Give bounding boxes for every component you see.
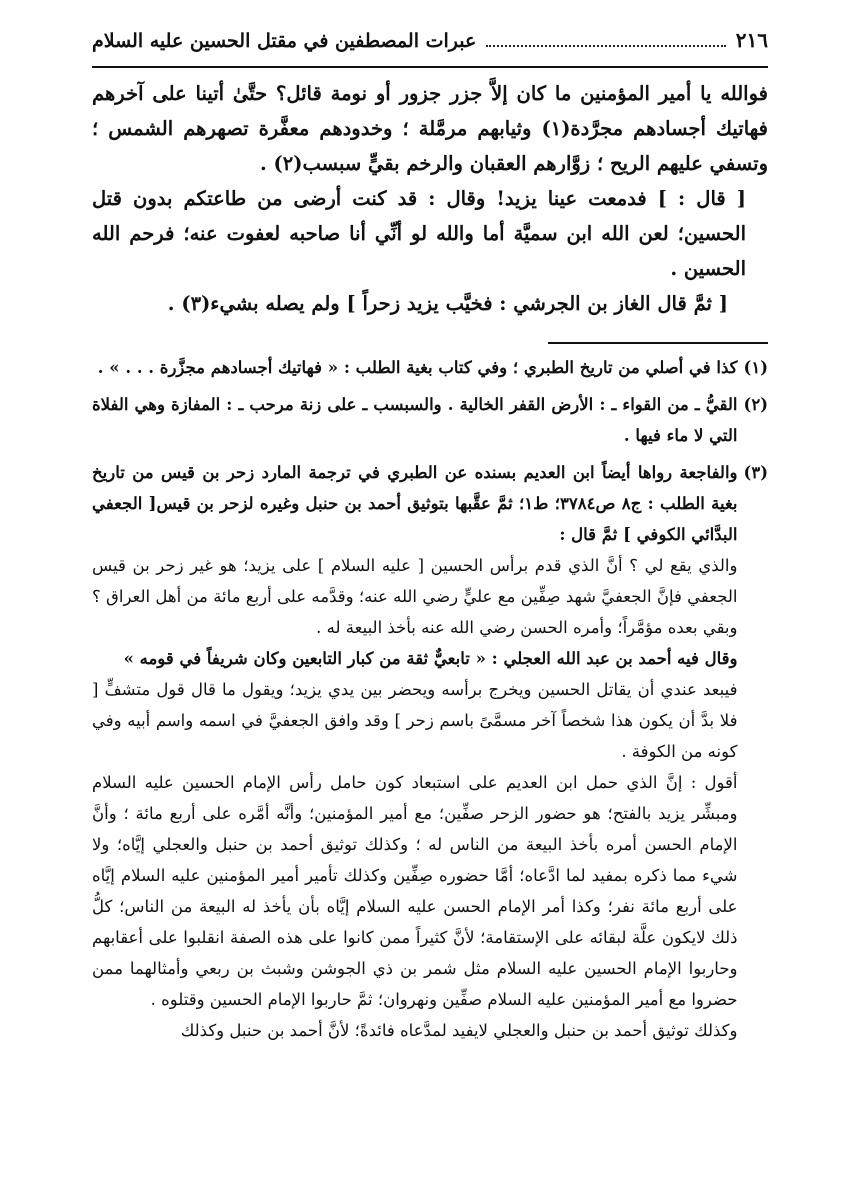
footnote-1-mark: (١) [743,358,768,377]
footnote-separator [548,342,768,344]
footnote-3-paragraph-6: وكذلك توثيق أحمد بن حنبل والعجلي لايفيد لمدَّعاه فائدةً؛ لأنَّ أحمد بن حنبل وكذلك [180,1021,738,1040]
main-paragraph-3: [ ثمَّ قال الغاز بن الجرشي : فخيَّب يزيد زحراً ] ولم يصله بشيء(٣) . [167,292,728,315]
footnote-1-text: كذا في أصلي من تاريخ الطبري ؛ وفي كتاب بغية الطلب : « فهاتيك أجسادهم مجزَّرة . . . » . [97,358,738,377]
book-title: عبرات المصطفين في مقتل الحسين عليه السلام [92,30,477,52]
page-number: ٢١٦ [735,28,768,52]
footnote-3-paragraph-5: أقول : إنَّ الذي حمل ابن العديم على استبعاد كون حامل رأس الإمام الحسين عليه السلام ومبشِّر يزيد بالفتح؛ هو حضور الزحر صفِّين؛ مع أمير المؤمنين؛ وأنَّه أمَّره على أربع مائة ؛ وأنَّ الإمام الحسن أمره بأخذ البيعة من الناس له ؛ وكذلك توثيق أحمد بن حنبل والعجلي إيَّاه؛ ولا شيء مما ذكره بمفيد لما ادَّعاه؛ أمَّا حضوره صِفِّين وكذلك تأمير أمير المؤمنين عليه السلام إيَّاه على أربع مائة نفر؛ وكذا أمر الإمام الحسن عليه السلام إيَّاه بأن يأخذ له البيعة من الناس؛ كلُّ ذلك لايكون علَّة لبقائه على الإستقامة؛ لأنَّ كثيراً ممن كانوا على هذه الصفة انقلبوا على أعقابهم وحاربوا الإمام الحسين عليه السلام مثل شمر بن ذي الجوشن وشبث بن ربعي وأمثالهما ممن حضروا مع أمير المؤمنين عليه السلام صفِّين ونهروان؛ ثمَّ حاربوا الإمام الحسين وقتلوه . [92,773,738,1009]
footnote-3 [92,457,768,1046]
footnote-1 [92,352,768,383]
header-rule [92,66,768,68]
footnote-3-mark: (٣) [743,463,768,482]
footnotes [92,352,768,1052]
footnote-3-paragraph-1: والفاجعة رواها أيضاً ابن العديم بسنده عن الطبري في ترجمة المارد زحر بن قيس من تاريخ بغية الطلب : ج٨ ص٣٧٨٤؛ ط١؛ ثمَّ عقَّبها بتوثيق أحمد بن حنبل وغيره لزحر بن قيس[ الجعفي البدَّائي الكوفي ] ثمَّ قال : [92,463,738,544]
footnote-3-paragraph-3: وقال فيه أحمد بن عبد الله العجلي : « تابعيٌّ ثقة من كبار التابعين وكان شريفاً في قومه » [123,649,738,668]
main-text [92,76,768,321]
footnote-3-text [92,457,738,1046]
main-paragraph-2: [ قال : ] فدمعت عينا يزيد! وقال : قد كنت أرضى من طاعتكم بدون قتل الحسين؛ لعن الله ابن سميَّة أما والله لو أنِّي أنا صاحبه لعفوت عنه؛ فرحم الله الحسين . [92,187,746,280]
running-header [92,28,768,52]
footnote-2-text: القيُّ ـ من القواء ـ : الأرض القفر الخالية . والسبسب ـ على زنة مرحب ـ : المفازة وهي الفلاة التي لا ماء فيها . [92,395,738,445]
main-paragraph-1: فوالله يا أمير المؤمنين ما كان إلاَّ جزر جزور أو نومة قائل؟ حتَّىٰ أتينا على آخرهم فهاتيك أجسادهم مجرَّدة(١) وثيابهم مرمَّلة ؛ وخدودهم معفَّرة تصهرهم الشمس ؛ وتسفي عليهم الريح ؛ زوَّارهم العقبان والرخم بقيٍّ سبسب(٢) . [92,82,768,175]
footnote-2 [92,389,768,451]
footnote-2-mark: (٢) [743,395,768,414]
footnote-3-paragraph-2: والذي يقع لي ؟ أنَّ الذي قدم برأس الحسين [ عليه السلام ] على يزيد؛ هو غير زحر بن قيس الجعفي فإنَّ الجعفيَّ شهد صِفِّين مع عليٍّ رضي الله عنه؛ وقدَّمه على أربع مائة من أهل العراق ؟ وبقي بعده مؤمَّراً؛ وأمره الحسن رضي الله عنه بأخذ البيعة له . [92,556,738,637]
header-dot-leader [486,45,725,47]
footnote-3-paragraph-4: فيبعد عندي أن يقاتل الحسين ويخرج برأسه ويحضر بين يدي يزيد؛ ويقول ما قال قول متشفٍّ [ فلا بدَّ أن يكون هذا شخصاً آخر مسمَّىً باسم زحر ] وقد وافق الجعفيَّ في اسمه واسم أبيه وفي كونه من الكوفة . [92,680,738,761]
